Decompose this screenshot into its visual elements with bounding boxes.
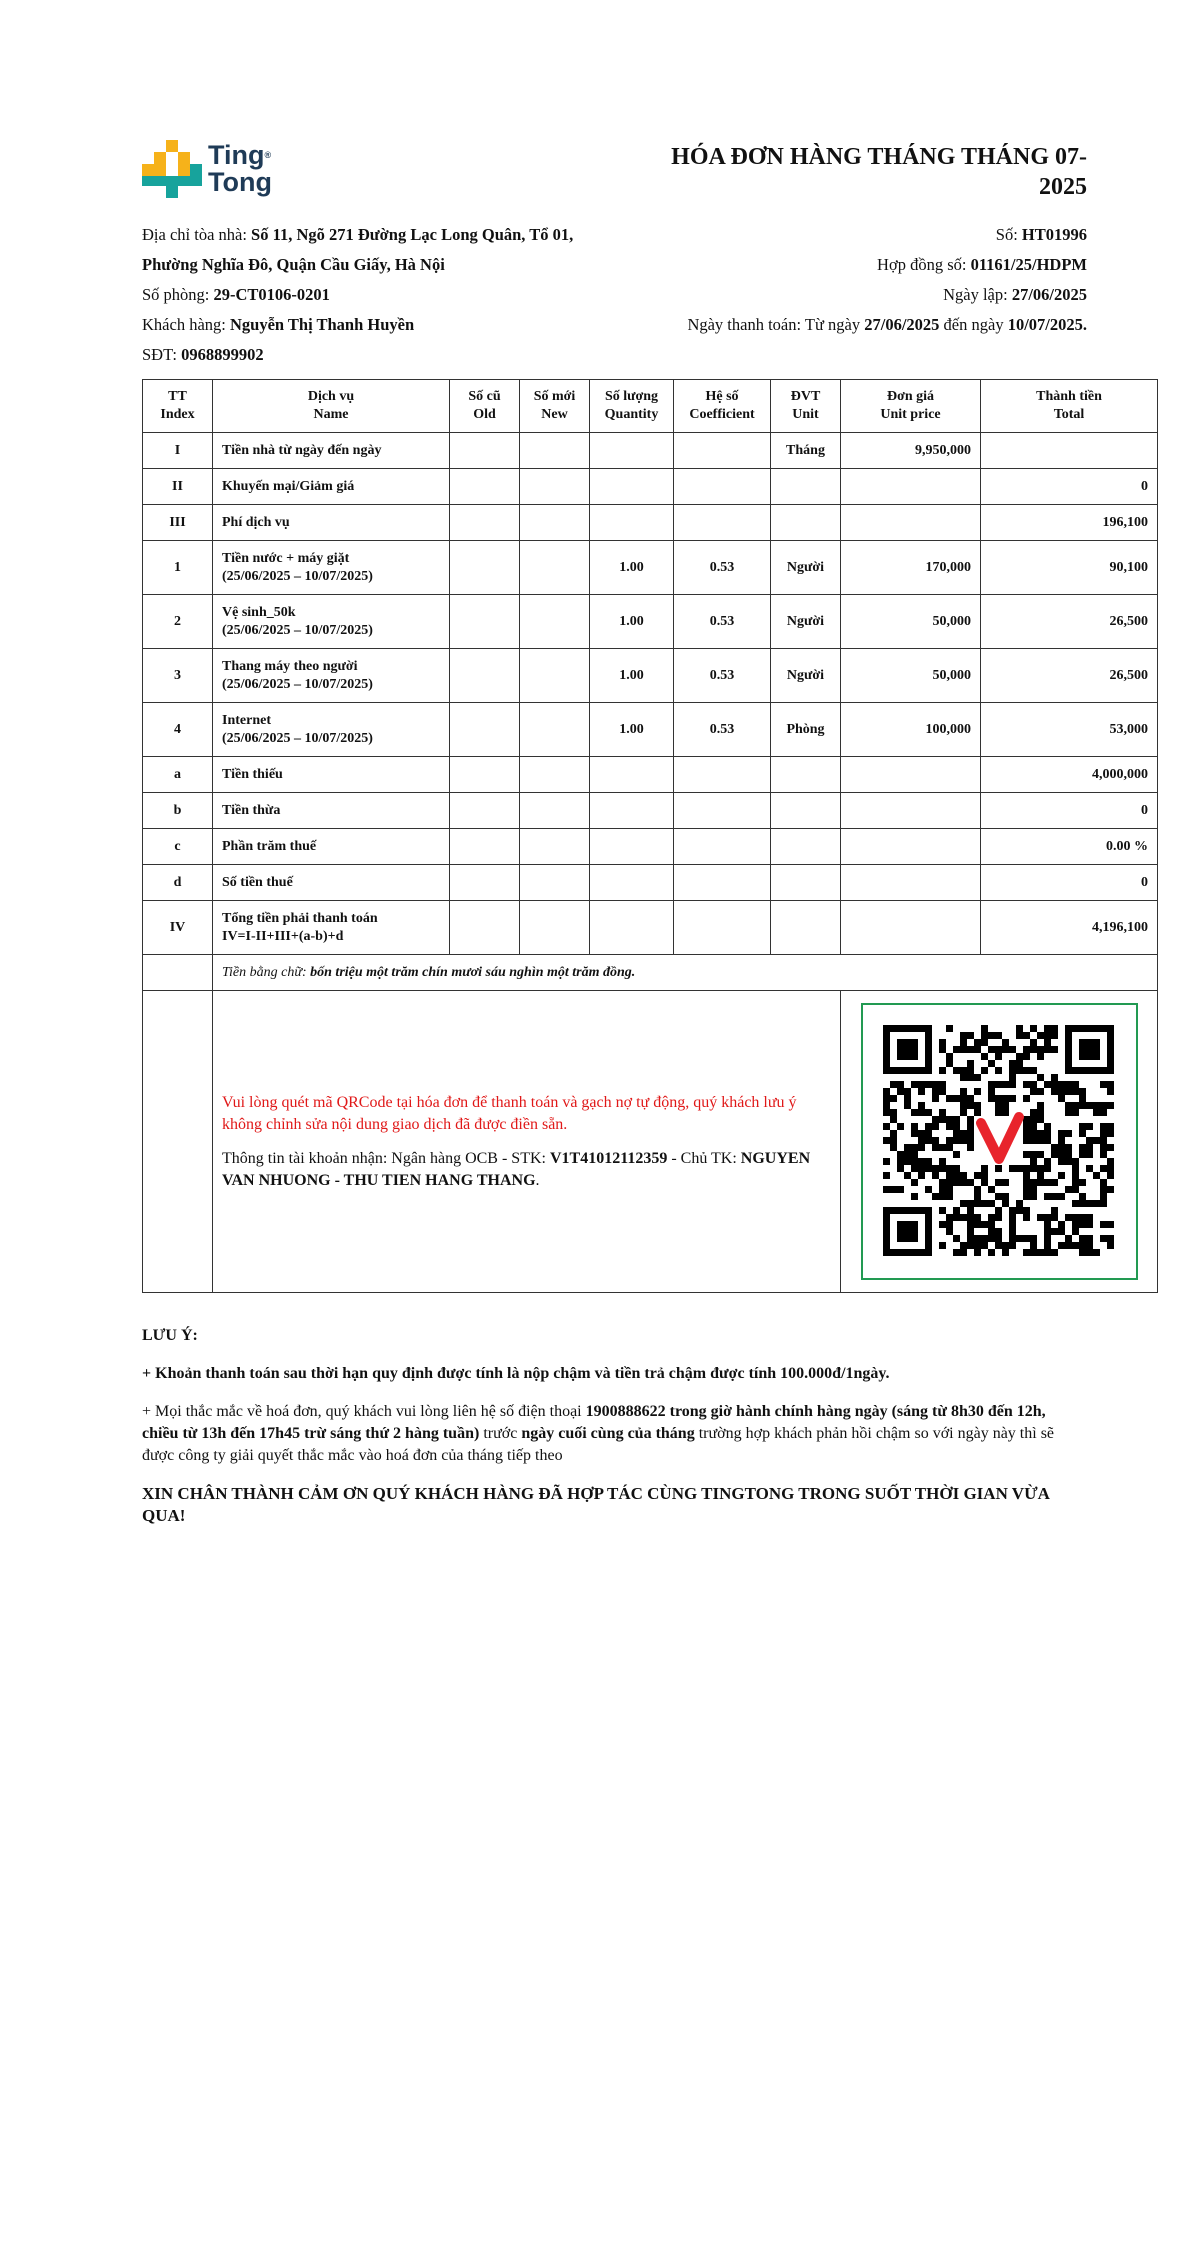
row-name: Tiền thừa	[213, 793, 450, 829]
address-label: Địa chỉ tòa nhà:	[142, 225, 252, 244]
row-unit: Người	[771, 595, 841, 649]
account-mid: - Chủ TK:	[667, 1149, 741, 1167]
table-row	[143, 793, 1158, 829]
row-coefficient	[674, 757, 771, 793]
row-quantity: 1.00	[590, 703, 674, 757]
row-name: Tổng tiền phải thanh toán IV=I-II+III+(a-b)+d	[213, 901, 450, 955]
row-old	[450, 649, 520, 703]
row-name: Phí dịch vụ	[213, 505, 450, 541]
payment-qr-code[interactable]	[861, 1003, 1138, 1280]
row-unit-price	[841, 901, 981, 955]
row-unit	[771, 901, 841, 955]
row-old	[450, 865, 520, 901]
address-value: Số 11, Ngõ 271 Đường Lạc Long Quân, Tổ 01,	[251, 225, 574, 244]
row-name: Thang máy theo người (25/06/2025 – 10/07/2025)	[213, 649, 450, 703]
row-total: 0.00 %	[981, 829, 1158, 865]
row-unit: Người	[771, 649, 841, 703]
header-total: Thành tiền Total	[981, 380, 1158, 433]
table-row	[143, 703, 1158, 757]
row-quantity	[590, 901, 674, 955]
row-coefficient	[674, 901, 771, 955]
row-unit	[771, 757, 841, 793]
account-end: .	[535, 1171, 540, 1189]
row-total: 26,500	[981, 649, 1158, 703]
row-unit: Tháng	[771, 433, 841, 469]
row-old	[450, 757, 520, 793]
amount-in-words	[213, 955, 1158, 991]
header-unit-price: Đơn giá Unit price	[841, 380, 981, 433]
row-total: 90,100	[981, 541, 1158, 595]
row-new	[520, 505, 590, 541]
table-row	[143, 829, 1158, 865]
table-row	[143, 757, 1158, 793]
table-header-row	[143, 380, 1158, 433]
row-coefficient	[674, 865, 771, 901]
row-quantity: 1.00	[590, 541, 674, 595]
row-coefficient	[674, 433, 771, 469]
account-number: V1T41012112359	[549, 1149, 668, 1167]
payment-date-line	[567, 310, 1087, 340]
row-total: 53,000	[981, 703, 1158, 757]
row-name: Tiền thiếu	[213, 757, 450, 793]
logo-reg: ®	[264, 150, 272, 160]
invoice-table	[142, 379, 1158, 1293]
contract-label: Hợp đồng số:	[877, 255, 971, 274]
customer-value: Nguyễn Thị Thanh Huyền	[229, 315, 415, 334]
customer-label: Khách hàng:	[142, 315, 230, 334]
row-old	[450, 433, 520, 469]
logo-line1: Ting	[208, 140, 265, 170]
pay-mid: đến ngày	[939, 315, 1008, 334]
account-prefix: Thông tin tài khoản nhận: Ngân hàng OCB - STK:	[222, 1149, 550, 1167]
row-quantity	[590, 865, 674, 901]
row-name: Tiền nước + máy giặt (25/06/2025 – 10/07/2025)	[213, 541, 450, 595]
row-new	[520, 793, 590, 829]
account-info	[222, 1148, 831, 1192]
row-unit	[771, 505, 841, 541]
notes-section	[142, 1325, 1082, 1543]
row-unit	[771, 865, 841, 901]
row-quantity	[590, 793, 674, 829]
row-old	[450, 793, 520, 829]
row-unit-price: 100,000	[841, 703, 981, 757]
row-unit: Người	[771, 541, 841, 595]
row-unit-price	[841, 469, 981, 505]
row-total: 0	[981, 469, 1158, 505]
row-total: 0	[981, 865, 1158, 901]
logo-mark-icon	[142, 140, 202, 200]
note-contact: + Mọi thắc mắc về hoá đơn, quý khách vui lòng liên hệ số điện thoại 1900888622 trong giờ hành chính hàng ngày (sáng từ 8h30 đến 12h, chiều từ 13h đến 17h45 trừ sáng thứ 2 hàng tuần) trước ngày cuối cùng của tháng trường hợp khách phản hồi chậm so với ngày này thì sẽ được công ty giải quyết thắc mắc vào hoá đơn của tháng tiếp theo	[142, 1403, 1055, 1464]
row-old	[450, 703, 520, 757]
row-unit: Phòng	[771, 703, 841, 757]
header-old: Số cũ Old	[450, 380, 520, 433]
row-total: 4,000,000	[981, 757, 1158, 793]
row-index: III	[143, 505, 213, 541]
row-old	[450, 469, 520, 505]
payment-info	[213, 991, 841, 1293]
row-coefficient: 0.53	[674, 649, 771, 703]
phone-line	[142, 340, 662, 370]
row-new	[520, 433, 590, 469]
thanks-message: XIN CHÂN THÀNH CẢM ƠN QUÝ KHÁCH HÀNG ĐÃ HỢP TÁC CÙNG TINGTONG TRONG SUỐT THỜI GIAN VỪA QUA!	[142, 1484, 1049, 1525]
table-row	[143, 865, 1158, 901]
row-index: b	[143, 793, 213, 829]
row-unit	[771, 469, 841, 505]
header-quantity: Số lượng Quantity	[590, 380, 674, 433]
row-old	[450, 595, 520, 649]
row-index: 3	[143, 649, 213, 703]
row-index: c	[143, 829, 213, 865]
row-total: 4,196,100	[981, 901, 1158, 955]
row-coefficient	[674, 469, 771, 505]
date-line	[567, 280, 1087, 310]
row-coefficient: 0.53	[674, 541, 771, 595]
header-name: Dịch vụ Name	[213, 380, 450, 433]
row-coefficient: 0.53	[674, 703, 771, 757]
row-unit-price: 9,950,000	[841, 433, 981, 469]
row-quantity: 1.00	[590, 595, 674, 649]
row-coefficient	[674, 505, 771, 541]
row-name: Khuyến mại/Giảm giá	[213, 469, 450, 505]
row-index: 4	[143, 703, 213, 757]
row-total	[981, 433, 1158, 469]
row-new	[520, 541, 590, 595]
number-label: Số:	[995, 225, 1022, 244]
row-total: 0	[981, 793, 1158, 829]
row-unit-price	[841, 865, 981, 901]
row-quantity	[590, 433, 674, 469]
pay-to: 10/07/2025.	[1007, 315, 1087, 334]
row-total: 26,500	[981, 595, 1158, 649]
row-name: Tiền nhà từ ngày đến ngày	[213, 433, 450, 469]
header-coefficient: Hệ số Coefficient	[674, 380, 771, 433]
row-name: Vệ sinh_50k (25/06/2025 – 10/07/2025)	[213, 595, 450, 649]
row-old	[450, 829, 520, 865]
table-row	[143, 505, 1158, 541]
row-unit-price: 170,000	[841, 541, 981, 595]
row-new	[520, 649, 590, 703]
row-quantity	[590, 505, 674, 541]
logo-wordmark	[208, 142, 272, 196]
row-new	[520, 901, 590, 955]
row-unit-price	[841, 829, 981, 865]
table-row	[143, 541, 1158, 595]
row-index: II	[143, 469, 213, 505]
header-index: TT Index	[143, 380, 213, 433]
qr-code-icon	[863, 1005, 1136, 1278]
pay-label: Ngày thanh toán: Từ ngày	[687, 315, 865, 334]
amount-in-words-row	[143, 955, 1158, 991]
row-quantity	[590, 757, 674, 793]
invoice-title: HÓA ĐƠN HÀNG THÁNG THÁNG 07-2025	[671, 144, 1087, 200]
row-name: Số tiền thuế	[213, 865, 450, 901]
row-unit	[771, 829, 841, 865]
row-index: I	[143, 433, 213, 469]
contract-line	[567, 250, 1087, 280]
notes-heading: LƯU Ý:	[142, 1327, 198, 1344]
logo-line2: Tong	[208, 167, 272, 197]
row-total: 196,100	[981, 505, 1158, 541]
note-late-payment: + Khoản thanh toán sau thời hạn quy định được tính là nộp chậm và tiền trả chậm được tính 100.000đ/1ngày.	[142, 1365, 890, 1382]
table-row	[143, 469, 1158, 505]
row-unit-price	[841, 793, 981, 829]
row-index: 1	[143, 541, 213, 595]
row-unit-price	[841, 505, 981, 541]
row-quantity	[590, 829, 674, 865]
row-old	[450, 541, 520, 595]
pay-from: 27/06/2025	[864, 315, 940, 334]
row-coefficient	[674, 829, 771, 865]
row-name: Phần trăm thuế	[213, 829, 450, 865]
row-quantity: 1.00	[590, 649, 674, 703]
row-name: Internet (25/06/2025 – 10/07/2025)	[213, 703, 450, 757]
date-label: Ngày lập:	[943, 285, 1012, 304]
number-value: HT01996	[1021, 225, 1087, 244]
qr-cell	[841, 991, 1158, 1293]
tingtong-logo	[142, 140, 282, 200]
row-new	[520, 469, 590, 505]
row-index: IV	[143, 901, 213, 955]
row-new	[520, 757, 590, 793]
row-unit-price	[841, 757, 981, 793]
room-label: Số phòng:	[142, 285, 214, 304]
row-unit-price: 50,000	[841, 595, 981, 649]
table-row	[143, 433, 1158, 469]
phone-value: 0968899902	[181, 345, 264, 364]
invoice-number-line	[567, 220, 1087, 250]
row-index: d	[143, 865, 213, 901]
address-value-2: Phường Nghĩa Đô, Quận Cầu Giấy, Hà Nội	[142, 255, 445, 274]
table-row	[143, 901, 1158, 955]
table-row	[143, 595, 1158, 649]
row-coefficient: 0.53	[674, 595, 771, 649]
row-new	[520, 595, 590, 649]
payment-row	[143, 991, 1158, 1293]
words-value: bốn triệu một trăm chín mươi sáu nghìn một trăm đồng.	[310, 964, 636, 980]
row-quantity	[590, 469, 674, 505]
row-old	[450, 901, 520, 955]
row-coefficient	[674, 793, 771, 829]
row-new	[520, 703, 590, 757]
account-name: NGUYEN VAN NHUONG - THU TIEN HANG THANG	[222, 1149, 811, 1189]
row-unit	[771, 793, 841, 829]
date-value: 27/06/2025	[1011, 285, 1087, 304]
row-new	[520, 829, 590, 865]
qr-instruction: Vui lòng quét mã QRCode tại hóa đơn để thanh toán và gạch nợ tự động, quý khách lưu ý không chỉnh sửa nội dung giao dịch đã được điền sẵn.	[222, 1093, 797, 1133]
header-new: Số mới New	[520, 380, 590, 433]
contract-value: 01161/25/HDPM	[970, 255, 1087, 274]
phone-label: SĐT:	[142, 345, 182, 364]
room-value: 29-CT0106-0201	[213, 285, 330, 304]
info-right	[567, 220, 1087, 340]
row-index: a	[143, 757, 213, 793]
row-new	[520, 865, 590, 901]
row-unit-price: 50,000	[841, 649, 981, 703]
row-index: 2	[143, 595, 213, 649]
header-unit: ĐVT Unit	[771, 380, 841, 433]
row-old	[450, 505, 520, 541]
table-row	[143, 649, 1158, 703]
words-label: Tiền bằng chữ:	[222, 964, 311, 980]
